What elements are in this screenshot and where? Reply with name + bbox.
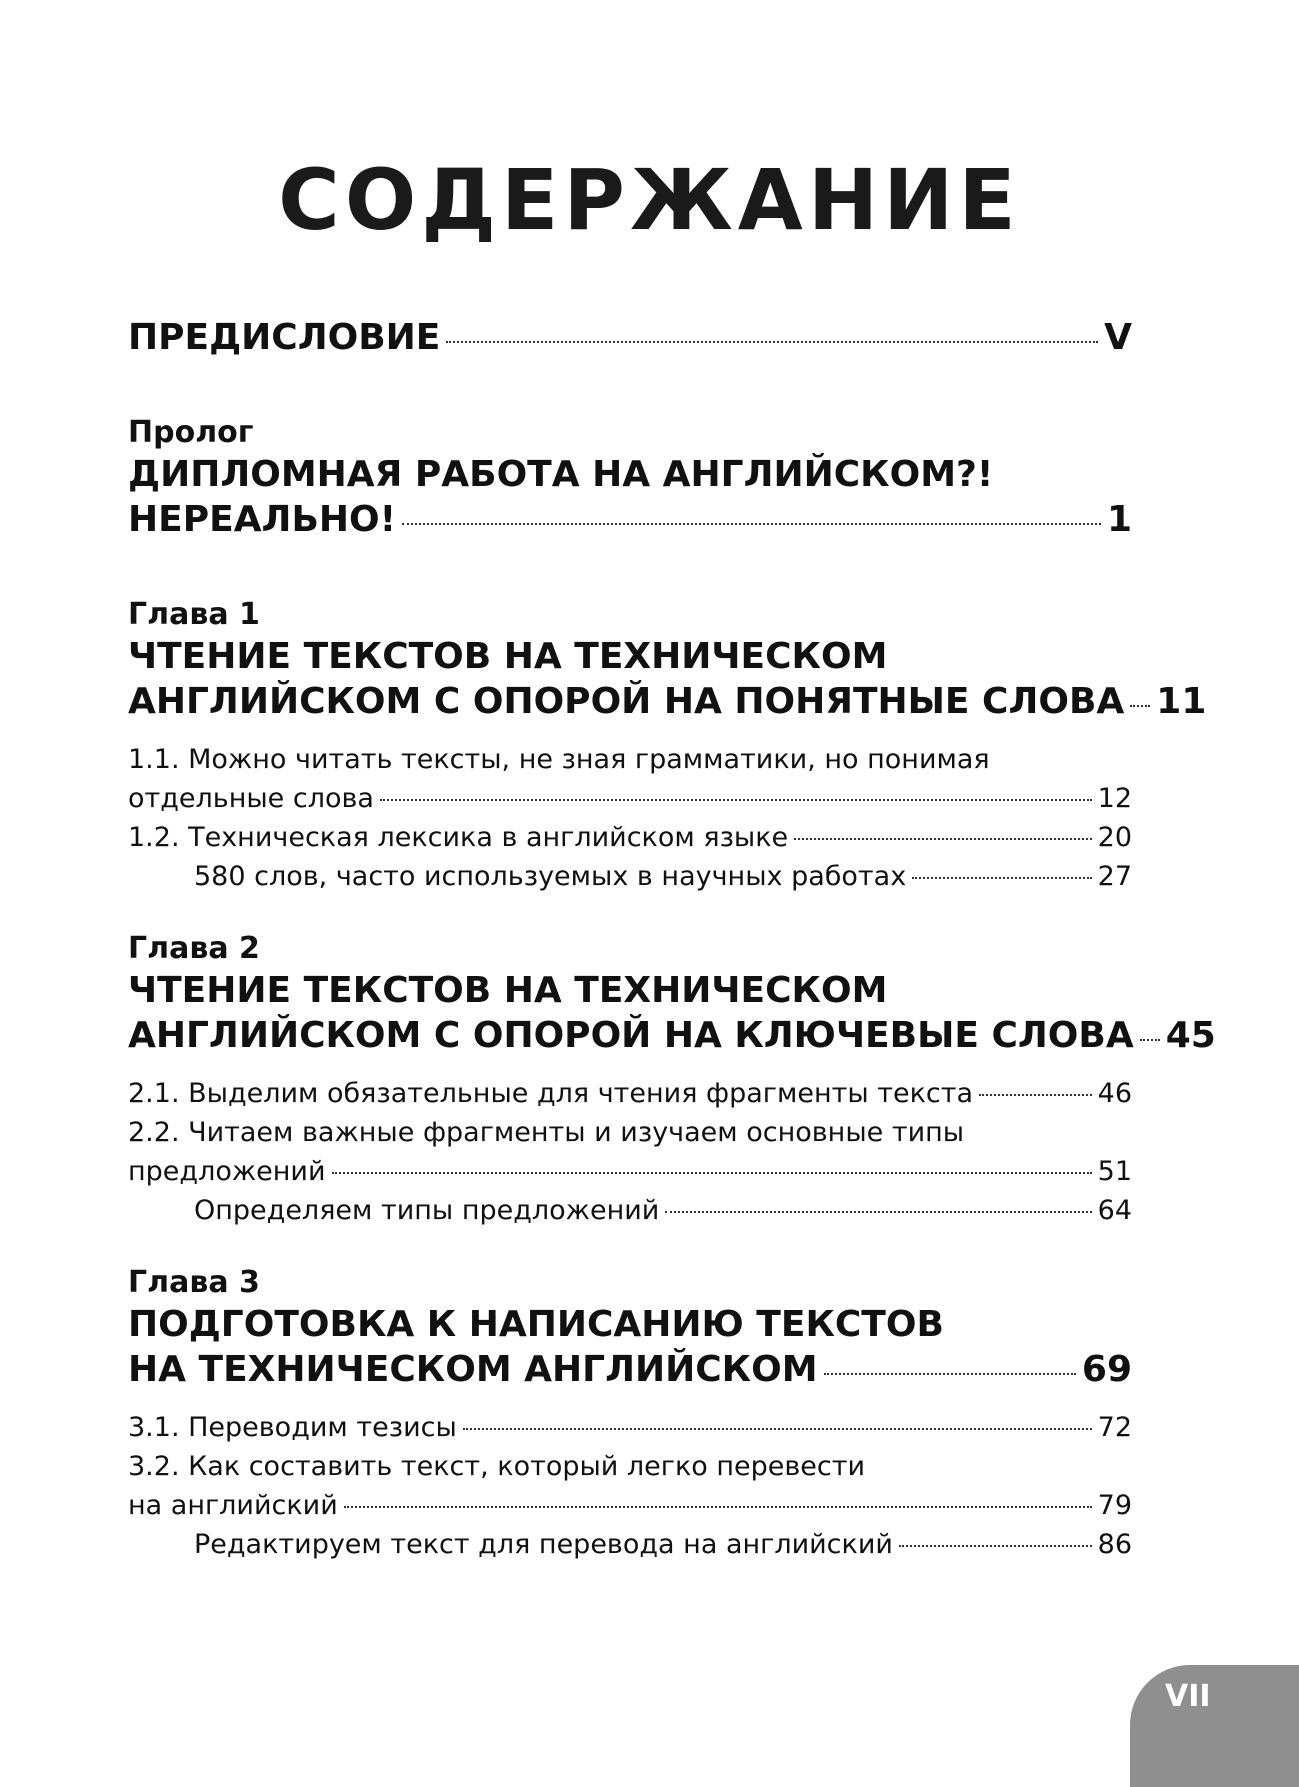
toc-entry-chapter-2[interactable]: [128, 1013, 1216, 1058]
toc-entry-page: 11: [1156, 681, 1207, 722]
section-title-line: 1.1. Можно читать тексты, не зная грамматики, но понимая: [128, 744, 990, 775]
page-number: VII: [1165, 1679, 1211, 1714]
toc-entry-chapter-1[interactable]: [128, 679, 1207, 724]
section-title-line: 3.2. Как составить текст, который легко перевести: [128, 1451, 866, 1482]
toc-entry-page: 1: [1106, 499, 1132, 540]
toc-entry-page: V: [1104, 317, 1132, 358]
toc-entry-page: 79: [1097, 1490, 1132, 1521]
chapter-label: Глава 2: [128, 931, 260, 966]
toc-entry-text: 580 слов, часто используемых в научных работах: [194, 861, 907, 892]
chapter-title-line: ЧТЕНИЕ ТЕКСТОВ НА ТЕХНИЧЕСКОМ: [128, 970, 888, 1011]
toc-entry-section-3-1[interactable]: [128, 1408, 1132, 1447]
prolog-title-line: ДИПЛОМНАЯ РАБОТА НА АНГЛИЙСКОМ?!: [128, 454, 994, 495]
toc-entry-page: 51: [1097, 1156, 1132, 1187]
dot-leader: [463, 1428, 1092, 1430]
dot-leader: [665, 1211, 1091, 1213]
toc-entry-page: 12: [1097, 783, 1132, 814]
table-of-contents: [128, 315, 1216, 1564]
toc-entry-page: 64: [1097, 1195, 1132, 1226]
toc-entry-text: АНГЛИЙСКОМ С ОПОРОЙ НА КЛЮЧЕВЫЕ СЛОВА: [128, 1015, 1134, 1056]
toc-entry-section-1-2[interactable]: [128, 818, 1132, 857]
toc-entry-page: 45: [1165, 1015, 1216, 1056]
dot-leader: [332, 1172, 1092, 1174]
dot-leader: [824, 1373, 1076, 1375]
toc-entry-page: 46: [1097, 1078, 1132, 1109]
chapter-label: Глава 3: [128, 1265, 260, 1300]
toc-entry-preface[interactable]: [128, 315, 1132, 360]
dot-leader: [344, 1506, 1092, 1508]
page-number-badge: [1130, 1665, 1299, 1787]
toc-entry-page: 69: [1081, 1349, 1132, 1390]
toc-entry-page: 72: [1097, 1412, 1132, 1443]
section-title-line: 2.2. Читаем важные фрагменты и изучаем основные типы: [128, 1117, 965, 1148]
dot-leader: [446, 341, 1098, 343]
dot-leader: [1140, 1039, 1160, 1041]
toc-entry-section-3-2[interactable]: [128, 1486, 1132, 1525]
toc-entry-prolog[interactable]: [128, 497, 1132, 542]
dot-leader: [1130, 705, 1150, 707]
toc-entry-section-2-1[interactable]: [128, 1074, 1132, 1113]
dot-leader: [979, 1094, 1092, 1096]
toc-entry-text: предложений: [128, 1156, 326, 1187]
toc-entry-subsection-1[interactable]: [128, 857, 1132, 896]
toc-entry-text: ПРЕДИСЛОВИЕ: [128, 317, 441, 358]
toc-entry-subsection-2[interactable]: [128, 1191, 1132, 1230]
toc-entry-text: Редактируем текст для перевода на английский: [194, 1529, 893, 1560]
dot-leader: [912, 877, 1091, 879]
toc-entry-text: НА ТЕХНИЧЕСКОМ АНГЛИЙСКОМ: [128, 1349, 818, 1390]
dot-leader: [899, 1545, 1092, 1547]
prolog-label: Пролог: [128, 415, 254, 450]
toc-entry-page: 20: [1097, 822, 1132, 853]
chapter-label: Глава 1: [128, 597, 260, 632]
dot-leader: [794, 838, 1091, 840]
chapter-title-line: ЧТЕНИЕ ТЕКСТОВ НА ТЕХНИЧЕСКОМ: [128, 636, 888, 677]
toc-entry-text: НЕРЕАЛЬНО!: [128, 499, 397, 540]
toc-entry-section-1-1[interactable]: [128, 779, 1132, 818]
toc-entry-text: 3.1. Переводим тезисы: [128, 1412, 457, 1443]
toc-entry-text: Определяем типы предложений: [194, 1195, 660, 1226]
toc-entry-page: 86: [1097, 1529, 1132, 1560]
toc-entry-subsection-3[interactable]: [128, 1525, 1132, 1564]
dot-leader: [402, 523, 1101, 525]
toc-entry-text: АНГЛИЙСКОМ С ОПОРОЙ НА ПОНЯТНЫЕ СЛОВА: [128, 681, 1125, 722]
toc-entry-text: на английский: [128, 1490, 338, 1521]
toc-entry-text: 1.2. Техническая лексика в английском языке: [128, 822, 789, 853]
toc-entry-section-2-2[interactable]: [128, 1152, 1132, 1191]
toc-entry-chapter-3[interactable]: [128, 1347, 1132, 1392]
toc-entry-text: отдельные слова: [128, 783, 374, 814]
chapter-title-line: ПОДГОТОВКА К НАПИСАНИЮ ТЕКСТОВ: [128, 1304, 944, 1345]
page-title: СОДЕРЖАНИЕ: [278, 151, 1021, 249]
dot-leader: [380, 799, 1092, 801]
toc-entry-page: 27: [1097, 861, 1132, 892]
toc-entry-text: 2.1. Выделим обязательные для чтения фрагменты текста: [128, 1078, 974, 1109]
